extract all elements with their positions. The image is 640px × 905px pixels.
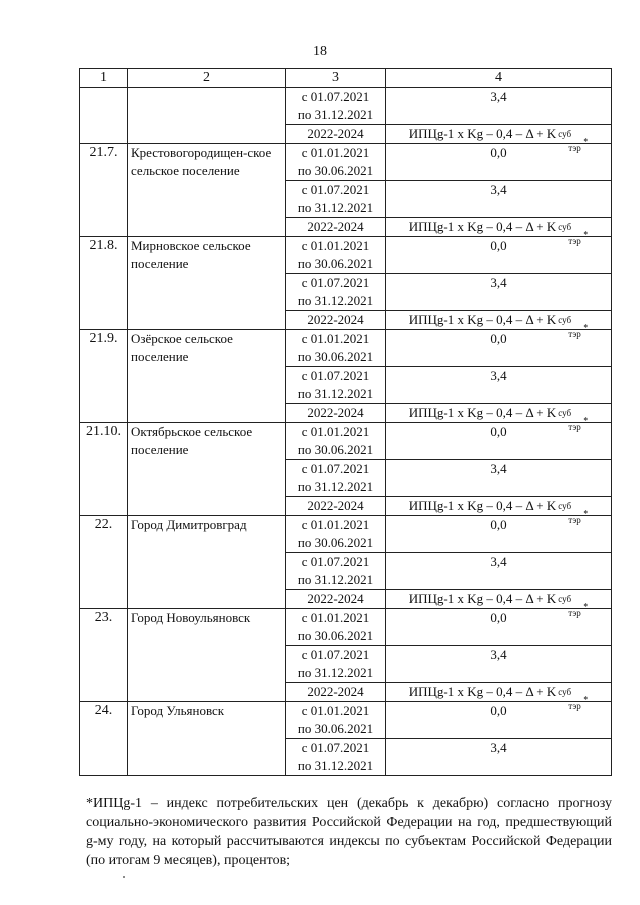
period-from: с 01.01.2021: [301, 145, 370, 160]
carry-over-name-cell: [128, 88, 286, 144]
formula-sup: суб: [558, 501, 572, 511]
header-col-3: 3: [286, 69, 386, 88]
settlement-name: Город Новоульяновск: [128, 609, 286, 702]
rate-value: 0,0: [386, 702, 612, 739]
formula-text: ИПЦg-1 x Kg – 0,4 – Δ + K: [408, 312, 557, 327]
header-col-1: 1: [80, 69, 128, 88]
table-header-row: [80, 69, 612, 88]
rate-value: 3,4: [386, 460, 612, 497]
formula-text: ИПЦg-1 x Kg – 0,4 – Δ + K: [408, 219, 557, 234]
carry-over-period: [286, 88, 386, 125]
row-number: 23.: [80, 609, 128, 702]
rate-value: 3,4: [386, 646, 612, 683]
period-to: по 31.12.2021: [297, 386, 374, 401]
formula-sub: тэр: [568, 608, 581, 618]
table-row: [80, 702, 612, 739]
rate-value: 0,0: [386, 423, 612, 460]
page-number: 18: [313, 44, 327, 59]
formula-text: ИПЦg-1 x Kg – 0,4 – Δ + K: [408, 126, 557, 141]
carry-over-row: [80, 88, 612, 125]
rate-value: 3,4: [386, 181, 612, 218]
settlement-name: Город Димитровград: [128, 516, 286, 609]
period-from: с 01.07.2021: [301, 554, 370, 569]
period-to: по 30.06.2021: [297, 535, 374, 550]
formula-star: *: [583, 323, 589, 334]
period-from: с 01.01.2021: [301, 238, 370, 253]
years-cell: 2022-2024: [286, 311, 386, 330]
formula-text: ИПЦg-1 x Kg – 0,4 – Δ + K: [408, 684, 557, 699]
formula-star: *: [583, 695, 589, 706]
formula-star: *: [583, 137, 589, 148]
period-from: с 01.07.2021: [301, 461, 370, 476]
period-to: по 30.06.2021: [297, 349, 374, 364]
period-from: с 01.07.2021: [301, 275, 370, 290]
period-from: с 01.01.2021: [301, 331, 370, 346]
formula-sup: суб: [558, 408, 572, 418]
period-to: по 30.06.2021: [297, 628, 374, 643]
period-cell: [286, 423, 386, 460]
formula-text: ИПЦg-1 x Kg – 0,4 – Δ + K: [408, 498, 557, 513]
formula-sub: тэр: [568, 236, 581, 246]
period-to: по 31.12.2021: [297, 200, 374, 215]
table-row: [80, 609, 612, 646]
years-cell: 2022-2024: [286, 404, 386, 423]
row-number: 21.8.: [80, 237, 128, 330]
period-cell: [286, 367, 386, 404]
formula-text: ИПЦg-1 x Kg – 0,4 – Δ + K: [408, 405, 557, 420]
period-cell: [286, 739, 386, 776]
rate-value: 0,0: [386, 144, 612, 181]
settlement-name: Озёрское сельское поселение: [128, 330, 286, 423]
period-to: по 31.12.2021: [297, 572, 374, 587]
row-number: 22.: [80, 516, 128, 609]
tariff-table: [79, 68, 612, 776]
table-row: [80, 423, 612, 460]
settlement-name: Город Ульяновск: [128, 702, 286, 776]
period-to: по 31.12.2021: [297, 107, 374, 122]
period-from: с 01.01.2021: [301, 610, 370, 625]
formula-sup: суб: [558, 687, 572, 697]
period-from: с 01.07.2021: [301, 647, 370, 662]
row-number: 21.7.: [80, 144, 128, 237]
years-cell: 2022-2024: [286, 218, 386, 237]
formula-text: ИПЦg-1 x Kg – 0,4 – Δ + K: [408, 591, 557, 606]
row-number: 24.: [80, 702, 128, 776]
formula-sup: суб: [558, 315, 572, 325]
period-cell: [286, 144, 386, 181]
rate-value: 3,4: [386, 274, 612, 311]
period-cell: [286, 702, 386, 739]
header-col-4: 4: [386, 69, 612, 88]
period-cell: [286, 516, 386, 553]
period-cell: [286, 553, 386, 590]
period-to: по 30.06.2021: [297, 163, 374, 178]
table-row: [80, 237, 612, 274]
rate-value: 0,0: [386, 516, 612, 553]
carry-over-years: 2022-2024: [286, 125, 386, 144]
formula-sub: тэр: [568, 515, 581, 525]
row-number: 21.10.: [80, 423, 128, 516]
formula-sub: тэр: [568, 701, 581, 711]
stray-dot: [123, 876, 125, 878]
settlement-name: Октябрьское сельское поселение: [128, 423, 286, 516]
formula-sup: суб: [558, 222, 572, 232]
formula-sup: суб: [558, 129, 572, 139]
formula-star: *: [583, 230, 589, 241]
table-row: [80, 144, 612, 181]
period-cell: [286, 460, 386, 497]
period-cell: [286, 646, 386, 683]
table-row: [80, 330, 612, 367]
row-number: 21.9.: [80, 330, 128, 423]
formula-sub: тэр: [568, 422, 581, 432]
period-to: по 31.12.2021: [297, 479, 374, 494]
period-from: с 01.01.2021: [301, 703, 370, 718]
period-from: с 01.07.2021: [301, 740, 370, 755]
settlement-name: Крестовогородищен-ское сельское поселение: [128, 144, 286, 237]
rate-value: 3,4: [386, 739, 612, 776]
period-cell: [286, 181, 386, 218]
years-cell: 2022-2024: [286, 497, 386, 516]
formula-sup: суб: [558, 594, 572, 604]
carry-over-value: 3,4: [386, 88, 612, 125]
rate-value: 0,0: [386, 330, 612, 367]
period-from: с 01.01.2021: [301, 517, 370, 532]
carry-over-num-cell: [80, 88, 128, 144]
formula-sub: тэр: [568, 143, 581, 153]
period-to: по 31.12.2021: [297, 665, 374, 680]
period-cell: [286, 330, 386, 367]
years-cell: 2022-2024: [286, 683, 386, 702]
formula-sub: тэр: [568, 329, 581, 339]
settlement-name: Мирновское сельское поселение: [128, 237, 286, 330]
period-cell: [286, 274, 386, 311]
period-from: с 01.07.2021: [301, 89, 370, 104]
table-row: [80, 516, 612, 553]
period-to: по 30.06.2021: [297, 721, 374, 736]
period-from: с 01.07.2021: [301, 182, 370, 197]
header-col-2: 2: [128, 69, 286, 88]
period-cell: [286, 237, 386, 274]
rate-value: 3,4: [386, 367, 612, 404]
period-to: по 30.06.2021: [297, 442, 374, 457]
formula-star: *: [583, 602, 589, 613]
footnote: *ИПЦg-1 – индекс потребительских цен (декабрь к декабрю) согласно прогнозу социально-экономического развития Российской Федерации на год, предшествующий g-му году, на который рассчитываются индексы по субъектам Российской Федерации (по итогам 9 месяцев), процентов;: [86, 796, 612, 868]
period-cell: [286, 609, 386, 646]
formula-star: *: [583, 509, 589, 520]
period-to: по 30.06.2021: [297, 256, 374, 271]
period-to: по 31.12.2021: [297, 293, 374, 308]
years-cell: 2022-2024: [286, 590, 386, 609]
period-from: с 01.07.2021: [301, 368, 370, 383]
formula-star: *: [583, 416, 589, 427]
rate-value: 0,0: [386, 237, 612, 274]
rate-value: 0,0: [386, 609, 612, 646]
period-from: с 01.01.2021: [301, 424, 370, 439]
period-to: по 31.12.2021: [297, 758, 374, 773]
rate-value: 3,4: [386, 553, 612, 590]
